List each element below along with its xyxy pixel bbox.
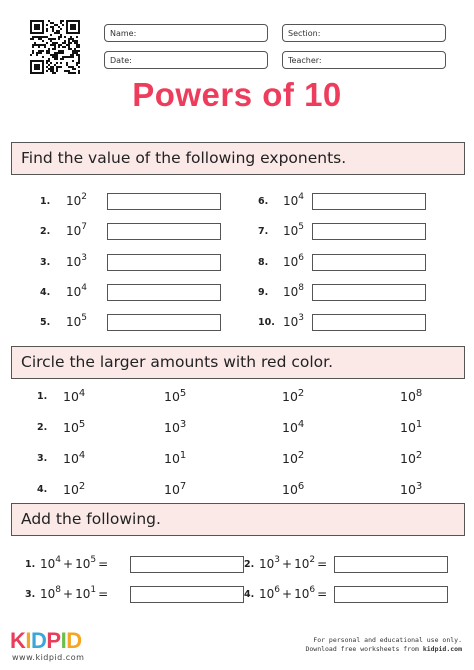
power-exponent: 2: [78, 481, 86, 492]
exponent-expression: [66, 223, 87, 238]
power-exponent: 4: [55, 555, 62, 565]
footer-note-line2: [305, 645, 462, 654]
power-base: 10: [283, 315, 299, 329]
power-option: [63, 419, 85, 435]
power-base: 10: [63, 389, 79, 405]
power-base: 10: [66, 194, 82, 208]
power-exponent: 4: [298, 192, 305, 202]
power-option: [400, 450, 422, 466]
plus-sign: +: [282, 587, 293, 601]
power-option: [282, 419, 304, 435]
item-number: 7.: [258, 226, 269, 237]
footer-url: www.kidpid.com: [12, 653, 85, 662]
exponent-expression: [66, 193, 87, 208]
item-number: 3.: [25, 589, 36, 600]
logo-letter: P: [46, 628, 61, 653]
power-option: [164, 419, 186, 435]
item-number: 3.: [40, 257, 51, 268]
answer-box[interactable]: [334, 586, 448, 603]
power-base: 10: [63, 482, 79, 498]
power-exponent: 3: [274, 555, 281, 565]
item-number: 8.: [258, 257, 269, 268]
answer-box[interactable]: [312, 284, 426, 301]
equals-sign: =: [317, 587, 328, 601]
power-base: 10: [294, 587, 310, 601]
footer-link[interactable]: kidpid.com: [422, 645, 462, 653]
power-base: 10: [400, 482, 416, 498]
power-base: 10: [63, 451, 79, 467]
teacher-label: Teacher:: [288, 56, 322, 65]
power-exponent: 3: [415, 481, 423, 492]
item-number: 1.: [25, 559, 36, 570]
exponent-expression: [283, 314, 304, 329]
power-exponent: 4: [78, 450, 86, 461]
power-base: 10: [283, 285, 299, 299]
power-exponent: 4: [78, 388, 86, 399]
answer-box[interactable]: [107, 314, 221, 331]
power-base: 10: [400, 389, 416, 405]
power-exponent: 8: [298, 283, 305, 293]
power-option: [400, 419, 422, 435]
power-exponent: 3: [81, 253, 88, 263]
footer-note-prefix: Download free worksheets from: [305, 645, 423, 653]
power-base: 10: [282, 420, 298, 436]
power-option: [400, 481, 422, 497]
power-option: [282, 388, 304, 404]
power-base: 10: [40, 587, 56, 601]
exponent-expression: [283, 284, 304, 299]
power-option: [63, 481, 85, 497]
answer-box[interactable]: [130, 586, 244, 603]
power-exponent: 5: [179, 388, 187, 399]
power-exponent: 8: [415, 388, 423, 399]
power-exponent: 7: [179, 481, 187, 492]
power-option: [164, 481, 186, 497]
name-label: Name:: [110, 29, 137, 38]
power-exponent: 1: [179, 450, 187, 461]
power-base: 10: [294, 557, 310, 571]
kidpid-logo: [10, 628, 82, 654]
power-exponent: 1: [415, 419, 423, 430]
answer-box[interactable]: [312, 223, 426, 240]
item-number: 1.: [40, 196, 51, 207]
row-number: 3.: [37, 453, 48, 464]
power-exponent: 1: [90, 585, 97, 595]
power-option: [282, 450, 304, 466]
power-base: 10: [164, 389, 180, 405]
logo-letter: D: [66, 628, 82, 653]
power-base: 10: [66, 255, 82, 269]
power-exponent: 6: [298, 253, 305, 263]
power-base: 10: [282, 389, 298, 405]
power-option: [282, 481, 304, 497]
power-base: 10: [75, 587, 91, 601]
item-number: 9.: [258, 287, 269, 298]
plus-sign: +: [282, 557, 293, 571]
equals-sign: =: [98, 557, 109, 571]
power-option: [63, 388, 85, 404]
answer-box[interactable]: [312, 254, 426, 271]
row-number: 1.: [37, 391, 48, 402]
power-base: 10: [283, 224, 299, 238]
power-base: 10: [164, 420, 180, 436]
power-base: 10: [282, 451, 298, 467]
power-exponent: 3: [179, 419, 187, 430]
logo-letter: K: [10, 628, 26, 653]
plus-sign: +: [63, 557, 74, 571]
section-label: Section:: [288, 29, 321, 38]
power-base: 10: [164, 482, 180, 498]
power-base: 10: [66, 315, 82, 329]
section1-heading: Find the value of the following exponents.: [11, 142, 465, 175]
section-field[interactable]: [282, 24, 446, 42]
logo-letter: I: [25, 628, 32, 653]
logo-letter: D: [31, 628, 47, 653]
power-base: 10: [400, 451, 416, 467]
footer-note-line1: For personal and educational use only.: [313, 636, 462, 644]
answer-box[interactable]: [334, 556, 448, 573]
power-base: 10: [259, 587, 275, 601]
item-number: 2.: [40, 226, 51, 237]
exponent-expression: [66, 284, 87, 299]
power-base: 10: [164, 451, 180, 467]
power-exponent: 4: [81, 283, 88, 293]
power-base: 10: [283, 194, 299, 208]
power-exponent: 2: [297, 450, 305, 461]
item-number: 5.: [40, 317, 51, 328]
answer-box[interactable]: [130, 556, 244, 573]
power-exponent: 7: [81, 222, 88, 232]
item-number: 4.: [244, 589, 255, 600]
exponent-expression: [283, 223, 304, 238]
exponent-expression: [66, 314, 87, 329]
power-base: 10: [259, 557, 275, 571]
power-exponent: 6: [309, 585, 316, 595]
equals-sign: =: [317, 557, 328, 571]
power-base: 10: [66, 224, 82, 238]
qr-code-icon: [30, 20, 80, 74]
power-exponent: 6: [274, 585, 281, 595]
section3-heading: Add the following.: [11, 503, 465, 536]
answer-box[interactable]: [107, 193, 221, 210]
plus-sign: +: [63, 587, 74, 601]
power-base: 10: [66, 285, 82, 299]
exponent-expression: [283, 193, 304, 208]
item-number: 4.: [40, 287, 51, 298]
power-option: [400, 388, 422, 404]
power-exponent: 8: [55, 585, 62, 595]
power-exponent: 2: [297, 388, 305, 399]
power-base: 10: [63, 420, 79, 436]
exponent-expression: [283, 254, 304, 269]
row-number: 4.: [37, 484, 48, 495]
power-exponent: 2: [309, 555, 316, 565]
power-option: [63, 450, 85, 466]
power-base: 10: [40, 557, 56, 571]
page-title: Powers of 10: [132, 76, 342, 113]
answer-box[interactable]: [107, 284, 221, 301]
power-exponent: 5: [78, 419, 86, 430]
sum-expression: [40, 586, 110, 601]
item-number: 10.: [258, 317, 275, 328]
power-base: 10: [282, 482, 298, 498]
power-exponent: 4: [297, 419, 305, 430]
logo-letter: I: [60, 628, 67, 653]
item-number: 2.: [244, 559, 255, 570]
answer-box[interactable]: [107, 254, 221, 271]
power-exponent: 2: [81, 192, 88, 202]
answer-box[interactable]: [107, 223, 221, 240]
name-field[interactable]: [104, 24, 268, 42]
section2-heading: Circle the larger amounts with red color.: [11, 346, 465, 379]
power-exponent: 5: [90, 555, 97, 565]
row-number: 2.: [37, 422, 48, 433]
power-base: 10: [75, 557, 91, 571]
equals-sign: =: [98, 587, 109, 601]
date-field[interactable]: [104, 51, 268, 69]
power-base: 10: [400, 420, 416, 436]
power-option: [164, 388, 186, 404]
sum-expression: [259, 556, 329, 571]
answer-box[interactable]: [312, 314, 426, 331]
teacher-field[interactable]: [282, 51, 446, 69]
answer-box[interactable]: [312, 193, 426, 210]
footer-note: [305, 636, 462, 654]
sum-expression: [40, 556, 110, 571]
power-base: 10: [283, 255, 299, 269]
date-label: Date:: [110, 56, 132, 65]
power-option: [164, 450, 186, 466]
item-number: 6.: [258, 196, 269, 207]
exponent-expression: [66, 254, 87, 269]
power-exponent: 3: [298, 313, 305, 323]
power-exponent: 5: [298, 222, 305, 232]
sum-expression: [259, 586, 329, 601]
power-exponent: 6: [297, 481, 305, 492]
power-exponent: 2: [415, 450, 423, 461]
power-exponent: 5: [81, 313, 88, 323]
